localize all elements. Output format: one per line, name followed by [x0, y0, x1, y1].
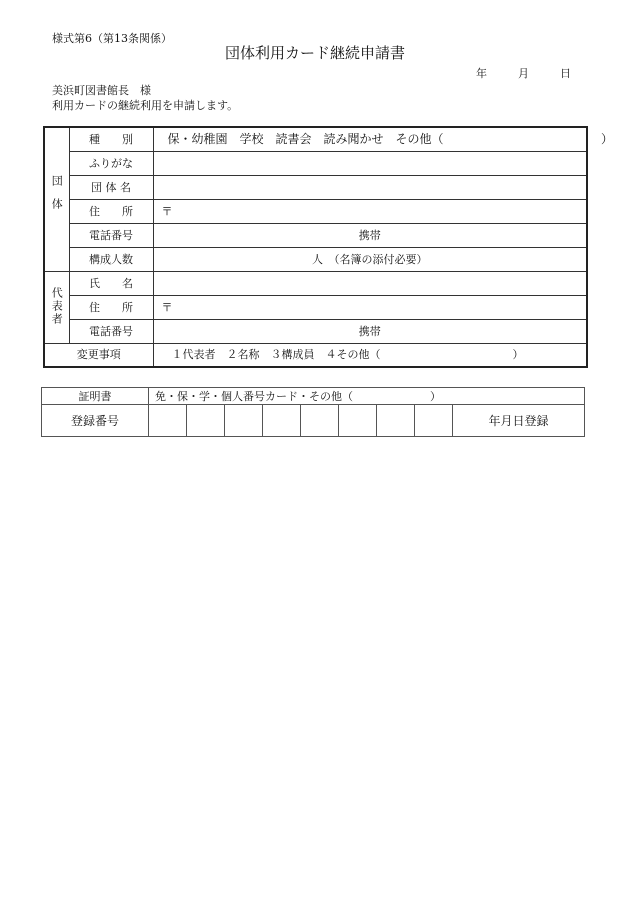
registration-digit-box[interactable] [263, 405, 301, 437]
type-label: 種 別 [69, 127, 153, 151]
document-title: 団体利用カード継続申請書 [224, 44, 405, 62]
certificate-row [42, 388, 585, 405]
addressee: 美浜町図書館長 様 [52, 84, 151, 97]
rep-side-label: 代表者 [50, 286, 64, 326]
group-name-field[interactable] [153, 175, 587, 199]
group-address-row [44, 199, 587, 223]
members-label: 構成人数 [69, 247, 153, 271]
registration-date-label: 年月日登録 [453, 405, 585, 437]
changes-options[interactable]: １代表者 ２名称 ３構成員 ４その他（ ） [153, 343, 587, 367]
group-side-label-cell [44, 127, 69, 271]
changes-label: 変更事項 [44, 343, 153, 367]
rep-phone-row [44, 319, 587, 343]
registration-number-label: 登録番号 [42, 405, 149, 437]
rep-name-row [44, 271, 587, 295]
registration-digit-box[interactable] [149, 405, 187, 437]
rep-phone-label: 電話番号 [69, 319, 153, 343]
registration-digit-box[interactable] [415, 405, 453, 437]
date-year: 年 [476, 67, 487, 80]
type-options-close: ） [601, 132, 614, 147]
registration-digit-box[interactable] [377, 405, 415, 437]
changes-row [44, 343, 587, 367]
form-number: 様式第6（第13条関係） [52, 32, 172, 45]
members-field[interactable]: 人 （名簿の添付必要） [153, 247, 587, 271]
certificate-label: 証明書 [42, 388, 149, 405]
group-address-label: 住 所 [69, 199, 153, 223]
type-options: 保・幼稚園 学校 読書会 読み聞かせ その他（ [167, 132, 444, 147]
furigana-label: ふりがな [69, 151, 153, 175]
rep-address-row [44, 295, 587, 319]
group-address-field[interactable]: 〒 [153, 199, 587, 223]
certificate-table [41, 387, 585, 437]
rep-phone-field[interactable]: 携帯 [153, 319, 587, 343]
group-name-row [44, 175, 587, 199]
rep-address-label: 住 所 [69, 295, 153, 319]
application-table [43, 126, 614, 368]
rep-side-label-cell [44, 271, 69, 343]
certificate-options[interactable]: 免・保・学・個人番号カード・その他（ ） [149, 388, 585, 405]
rep-name-field[interactable] [153, 271, 587, 295]
furigana-row [44, 151, 587, 175]
date-line [476, 65, 571, 81]
registration-digit-box[interactable] [301, 405, 339, 437]
registration-digit-box[interactable] [187, 405, 225, 437]
members-row [44, 247, 587, 271]
group-phone-row [44, 223, 587, 247]
group-phone-field[interactable]: 携帯 [153, 223, 587, 247]
furigana-field[interactable] [153, 151, 587, 175]
rep-address-field[interactable]: 〒 [153, 295, 587, 319]
registration-digit-box[interactable] [225, 405, 263, 437]
date-day: 日 [560, 67, 571, 80]
type-options-cell[interactable] [153, 127, 614, 151]
type-row [44, 127, 587, 151]
registration-row [42, 405, 585, 437]
rep-name-label: 氏 名 [69, 271, 153, 295]
request-text: 利用カードの継続利用を申請します。 [52, 99, 239, 112]
date-month: 月 [518, 67, 529, 80]
group-phone-label: 電話番号 [69, 223, 153, 247]
group-name-label: 団 体 名 [69, 175, 153, 199]
registration-digit-box[interactable] [339, 405, 377, 437]
group-side-label: 団体 [50, 175, 64, 222]
